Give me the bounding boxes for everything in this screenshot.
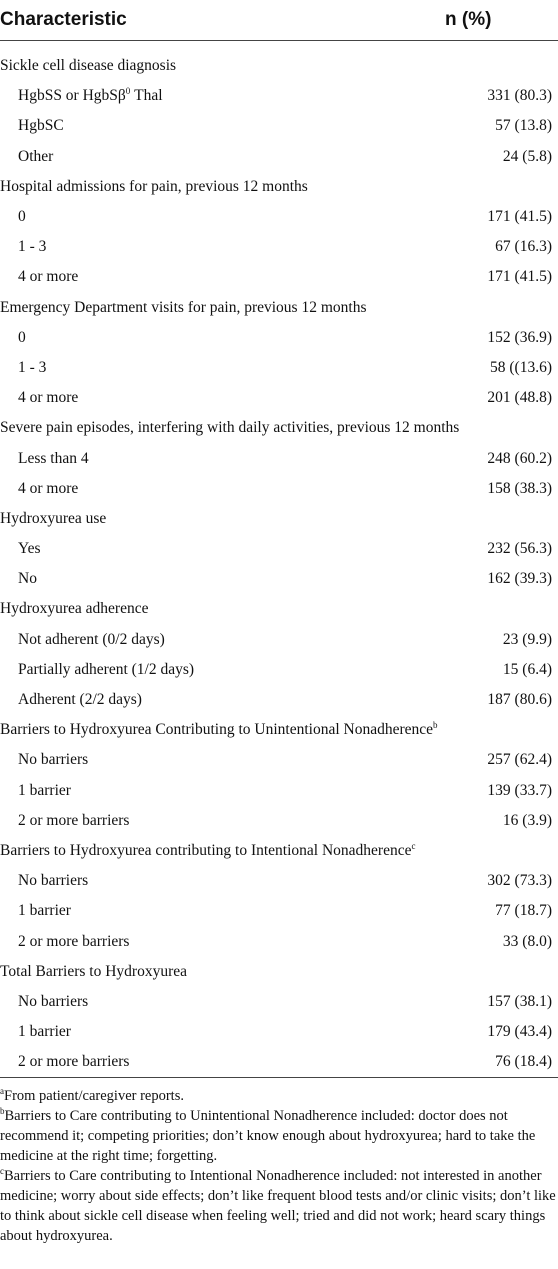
footnote [0,1086,556,1106]
row-value: 302 (73.3) [487,872,552,890]
row-value: 157 (38.1) [487,992,552,1010]
table-row [0,987,558,1017]
row-label-text: No [18,570,37,588]
header-n-pct: n (%) [400,0,558,41]
row-label-text: Partially adherent (1/2 days) [18,660,195,678]
spacer-row [0,41,558,52]
row-value [400,172,558,202]
table-row [0,534,558,564]
row-label-text: No barriers [18,751,89,769]
row-label-superscript: 0 [125,86,131,97]
row-value [400,504,558,534]
row-label [0,745,400,775]
table-group-row [0,172,558,202]
table-row [0,896,558,926]
row-label [0,413,460,443]
row-label-text: Hydroxyurea adherence [0,600,149,618]
table-header-row [0,0,558,41]
row-label-text: Less than 4 [18,449,89,467]
row-value: 162 (39.3) [487,570,552,588]
row-label-text: Severe pain episodes, interfering with daily activities, previous 12 months [0,419,460,437]
row-label [0,262,400,292]
row-label-text: Barriers to Hydroxyurea Contributing to Unintentional Nonadherence [0,721,434,739]
row-label [0,1017,400,1047]
row-label [0,866,400,896]
row-label-text: 0 [18,208,26,226]
footnote-text: Barriers to Care contributing to Unintentional Nonadherence included: doctor does not recommend it; competing priorities; don’t know enough about hydroxyurea; hard to take the medicine at the right time; forgetting. [0,1108,536,1165]
row-label [0,111,400,141]
table-row [0,776,558,806]
row-value: 58 ((13.6) [490,358,552,376]
table-row [0,625,558,655]
row-value: 139 (33.7) [487,781,552,799]
table-row [0,655,558,685]
table-group-row [0,293,558,323]
row-label-text: No barriers [18,872,89,890]
row-label-text: 1 - 3 [18,238,47,256]
row-value: 248 (60.2) [487,449,552,467]
table-group-row [0,836,558,866]
row-label [0,443,400,473]
row-label-text: Barriers to Hydroxyurea contributing to Intentional Nonadherence [0,841,412,859]
row-label [0,776,400,806]
row-value: 23 (9.9) [502,630,552,648]
row-label-text: Emergency Department visits for pain, previous 12 months [0,298,367,316]
row-label-text: Not adherent (0/2 days) [18,630,165,648]
footnote-marker: c [0,1166,4,1177]
row-label-text: 2 or more barriers [18,1053,130,1071]
table-row [0,232,558,262]
row-label [0,806,400,836]
footnotes [0,1078,556,1246]
table-row [0,926,558,956]
row-label-text: 2 or more barriers [18,932,130,950]
row-label-text: Total Barriers to Hydroxyurea [0,962,188,980]
table-group-row [0,413,558,443]
row-value: 232 (56.3) [487,540,552,558]
row-label [0,353,400,383]
table-row [0,81,558,111]
row-value: 187 (80.6) [487,691,552,709]
row-value: 201 (48.8) [487,389,552,407]
row-label [0,564,400,594]
row-value: 152 (36.9) [487,328,552,346]
row-label-text: HgbSC [18,117,64,135]
table-row [0,202,558,232]
row-label [0,504,400,534]
row-value [400,51,558,81]
table-group-row [0,504,558,534]
table-row [0,142,558,172]
row-value: 67 (16.3) [495,238,552,256]
footnote-marker: b [0,1106,5,1117]
table-row [0,1017,558,1047]
header-characteristic: Characteristic [0,0,400,41]
row-value: 331 (80.3) [487,87,552,105]
row-label-text: HgbSS or HgbSβ [18,87,126,105]
table-row [0,323,558,353]
row-value: 15 (6.4) [502,660,552,678]
row-label-text: 4 or more [18,268,79,286]
row-label [0,655,400,685]
row-label-text: Sickle cell disease diagnosis [0,57,177,75]
row-label-text: Yes [18,540,41,558]
row-label-text: No barriers [18,992,89,1010]
row-label [0,625,400,655]
row-label-text: 2 or more barriers [18,811,130,829]
row-label [0,81,400,111]
table-row [0,353,558,383]
row-label-superscript: b [433,720,438,731]
row-label-text: Hospital admissions for pain, previous 12 months [0,177,308,195]
row-value: 179 (43.4) [487,1023,552,1041]
row-label [0,896,400,926]
row-value: 76 (18.4) [400,1047,558,1078]
row-label-text: 0 [18,328,26,346]
row-label [0,202,400,232]
row-label [0,293,400,323]
row-label [0,474,400,504]
table-row [0,111,558,141]
row-label-text: 4 or more [18,389,79,407]
row-value: 158 (38.3) [487,479,552,497]
table-group-row [0,957,558,987]
row-value [400,836,558,866]
row-label [0,957,400,987]
row-value [400,957,558,987]
row-label-text: Other [18,147,54,165]
row-label [0,383,400,413]
row-label-tail: Thal [130,87,163,105]
row-label [0,594,400,624]
table-row [0,564,558,594]
table-row [0,866,558,896]
footnote [0,1166,556,1246]
row-value: 16 (3.9) [502,811,552,829]
row-label-text: 1 - 3 [18,358,47,376]
row-label [0,142,400,172]
row-label [0,323,400,353]
row-label-text: 1 barrier [18,1023,71,1041]
row-value: 24 (5.8) [502,147,552,165]
row-value: 77 (18.7) [495,902,552,920]
row-label [0,926,400,956]
row-value: 57 (13.8) [495,117,552,135]
row-label [0,715,438,745]
row-label-text: 1 barrier [18,781,71,799]
table-row [0,474,558,504]
row-label-superscript: c [411,840,416,851]
row-label [0,1047,400,1078]
table-row [0,443,558,473]
table-row [0,745,558,775]
row-label [0,987,400,1017]
row-value [400,594,558,624]
row-label [0,836,416,866]
row-label [0,685,400,715]
table-group-row [0,51,558,81]
table-row [0,1047,558,1078]
row-value: 171 (41.5) [487,268,552,286]
row-value [400,293,558,323]
footnote-text: Barriers to Care contributing to Intentional Nonadherence included: not interested in another medicine; worry about side effects; don’t like frequent blood tests and/or clinic visits; don’t like to think about sickle cell disease when feeling well; tried and did not work; heard scary things about hydroxyurea. [0,1168,556,1245]
footnote [0,1106,556,1166]
row-label [0,51,400,81]
footnote-text: From patient/caregiver reports. [4,1088,184,1105]
row-value: 257 (62.4) [487,751,552,769]
row-value: 171 (41.5) [487,208,552,226]
table-body [0,41,558,1078]
table-row [0,262,558,292]
table-group-row [0,594,558,624]
table-row [0,685,558,715]
row-label [0,232,400,262]
table-group-row [0,715,558,745]
table-row [0,383,558,413]
footnote-marker: a [0,1086,4,1097]
row-label-text: 1 barrier [18,902,71,920]
table-row [0,806,558,836]
row-label-text: 4 or more [18,479,79,497]
row-value: 33 (8.0) [502,932,552,950]
row-label-text: Adherent (2/2 days) [18,691,142,709]
row-label [0,172,400,202]
row-label-text: Hydroxyurea use [0,509,107,527]
row-label [0,534,400,564]
